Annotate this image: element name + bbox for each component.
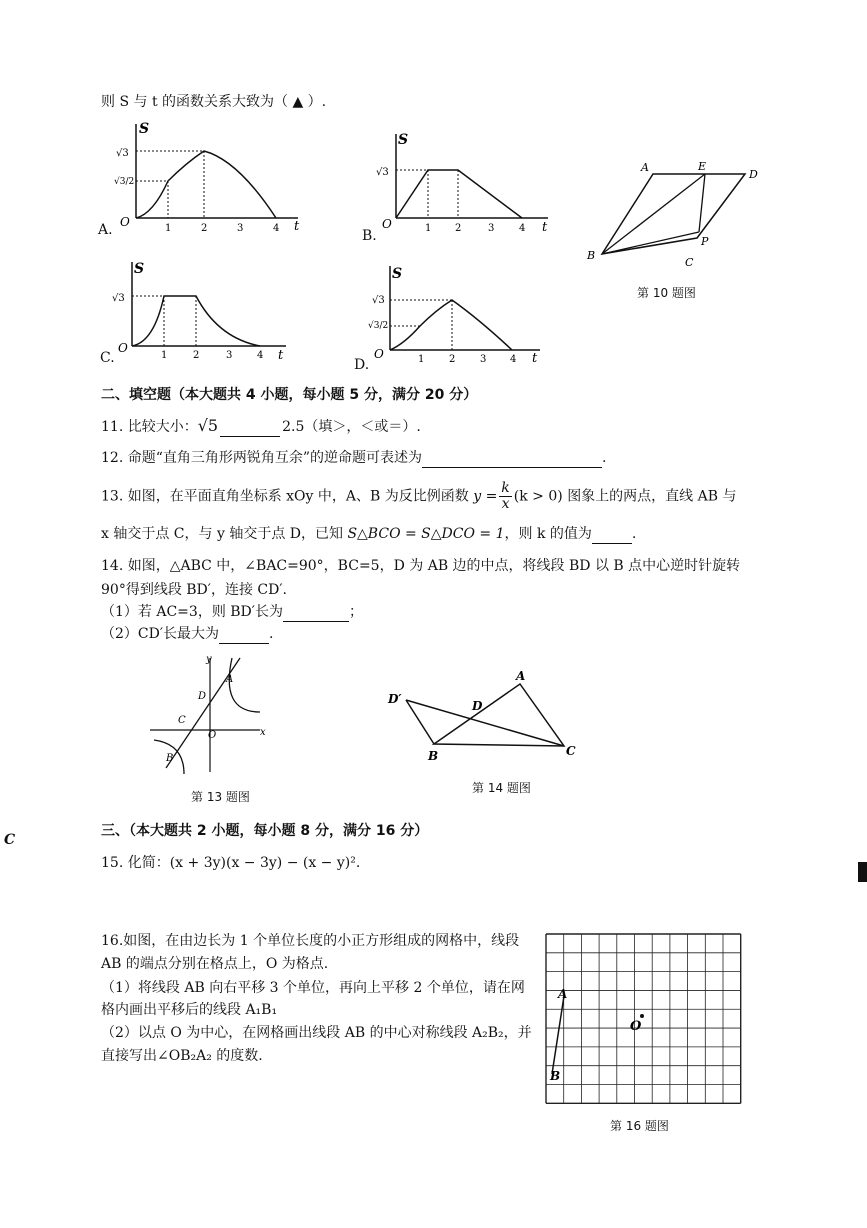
option-d-letter[interactable]: D. xyxy=(354,357,370,373)
q11-expression: √5 xyxy=(197,416,219,435)
curve xyxy=(396,170,522,218)
q13-line2-prefix: x 轴交于点 C，与 y 轴交于点 D，已知 xyxy=(101,526,343,542)
x-label: t xyxy=(532,351,538,366)
axis-label: y xyxy=(206,654,212,665)
origin-label: O xyxy=(374,347,384,361)
section-3-heading: 三、（本大题共 2 小题，每小题 8 分，满分 16 分） xyxy=(101,823,429,839)
point-label: C xyxy=(685,256,694,269)
option-d-svg xyxy=(352,262,552,372)
q16-line-3: （1）将线段 AB 向右平移 3 个单位，再向上平移 2 个单位，请在网 xyxy=(101,980,525,996)
origin-label: O xyxy=(118,341,128,355)
triangle-abc xyxy=(434,684,564,746)
point-o xyxy=(640,1014,644,1018)
q13-line2-suffix: ，则 k 的值为 xyxy=(504,526,592,542)
point-label: D′ xyxy=(388,692,402,706)
q13-condition: (k > 0) xyxy=(513,488,563,505)
option-b-svg xyxy=(360,128,560,240)
figure-14-svg xyxy=(386,666,586,766)
q16-line-5: （2）以点 O 为中心，在网格画出线段 AB 的中心对称线段 A₂B₂，并 xyxy=(101,1025,532,1041)
q16-line-2: AB 的端点分别在格点上，O 为格点. xyxy=(101,956,329,972)
q14-sub2-blank[interactable] xyxy=(219,629,269,644)
question-14-line-2: 90°得到线段 BD′，连接 CD′. xyxy=(101,582,287,598)
point-o-label: O xyxy=(630,1019,642,1034)
figure-10-svg xyxy=(585,156,765,271)
x-tick: 2 xyxy=(201,223,208,234)
x-tick: 2 xyxy=(455,223,462,234)
question-14-sub-2 xyxy=(101,624,273,644)
x-tick: 4 xyxy=(273,223,280,234)
point-b-label: B xyxy=(550,1069,561,1083)
figure-14-caption: 第 14 题图 xyxy=(472,781,531,795)
curve xyxy=(136,151,276,218)
x-label: t xyxy=(294,219,300,234)
point-label: B xyxy=(428,749,439,763)
q13-area-equation: S△BCO = S△DCO = 1 xyxy=(347,526,505,542)
q16-line-4: 格内画出平移后的线段 A₁B₁ xyxy=(101,1002,278,1018)
question-13-line-1 xyxy=(101,481,737,512)
q14-sub1-blank[interactable] xyxy=(283,607,349,622)
question-13-line-2: x 轴交于点 C，与 y 轴交于点 D，已知 S△BCO = S△DCO = 1，则 k 的值为 . xyxy=(101,526,637,542)
option-c-graph xyxy=(98,258,298,368)
point-label: D xyxy=(198,691,207,702)
figure-14 xyxy=(386,666,586,766)
point-label: B xyxy=(166,753,174,764)
y-label: S xyxy=(139,121,150,137)
point-label: A xyxy=(226,674,234,685)
origin-label: O xyxy=(120,215,130,229)
question-15: 15. 化简：(x + 3y)(x − 3y) − (x − y)². xyxy=(101,855,361,871)
option-b-letter[interactable]: B. xyxy=(362,228,377,244)
q16-line-1: 16.如图，在由边长为 1 个单位长度的小正方形组成的网格中，线段 xyxy=(101,933,520,949)
point-label: E xyxy=(698,160,707,173)
option-c-svg xyxy=(98,258,298,368)
q16-line-6: 直接写出∠OB₂A₂ 的度数. xyxy=(101,1048,263,1064)
option-d-graph xyxy=(352,262,552,372)
x-tick: 3 xyxy=(237,223,244,234)
q13-func-y: y = xyxy=(473,488,498,505)
figure-13 xyxy=(148,650,278,775)
q13-answer-blank[interactable] xyxy=(592,529,632,544)
q14-sub1-end: ； xyxy=(348,604,363,620)
q11-suffix: 2.5（填＞，＜或＝）. xyxy=(282,419,421,435)
option-c-letter[interactable]: C. xyxy=(100,350,115,366)
q14-sub1-text: （1）若 AC=3，则 BD′长为 xyxy=(101,604,283,620)
point-label: B xyxy=(587,249,596,262)
figure-10-caption: 第 10 题图 xyxy=(637,286,696,300)
figure-13-caption: 第 13 题图 xyxy=(191,790,250,804)
question-11 xyxy=(101,416,421,437)
q13-line1-suffix: 图象上的两点，直线 AB 与 xyxy=(567,488,737,505)
segment-cd-prime xyxy=(406,700,564,746)
x-tick: 1 xyxy=(418,354,425,365)
x-label: t xyxy=(278,348,284,363)
q13-line1-prefix: 13. 如图，在平面直角坐标系 xOy 中，A、B 为反比例函数 xyxy=(101,488,469,505)
q13-denominator: x xyxy=(501,496,510,512)
option-b-graph xyxy=(360,128,560,240)
parallelogram xyxy=(602,174,745,254)
q12-text: 12. 命题“直角三角形两锐角互余”的逆命题可表述为 xyxy=(101,450,423,466)
q11-answer-blank[interactable] xyxy=(220,422,280,437)
figure-13-svg xyxy=(148,650,278,775)
point-label: P xyxy=(701,235,709,248)
x-tick: 2 xyxy=(193,350,200,361)
axis-label: x xyxy=(260,727,266,738)
y-tick: √3/2 xyxy=(114,177,135,187)
y-tick: √3 xyxy=(376,167,389,178)
x-tick: 4 xyxy=(510,354,517,365)
q13-numerator: k xyxy=(501,480,510,496)
q14-sub2-end: . xyxy=(269,626,274,642)
figure-10 xyxy=(585,156,765,271)
y-label: S xyxy=(392,266,403,282)
point-label: D xyxy=(749,168,758,181)
point-label: A xyxy=(641,161,649,174)
origin-label: O xyxy=(382,217,392,231)
q12-answer-blank[interactable] xyxy=(422,453,602,468)
x-label: t xyxy=(542,220,548,235)
y-tick: √3 xyxy=(372,295,385,306)
x-tick: 2 xyxy=(449,354,456,365)
x-tick: 3 xyxy=(488,223,495,234)
x-tick: 1 xyxy=(161,350,168,361)
option-a-letter[interactable]: A. xyxy=(98,222,113,238)
q14-sub2-text: （2）CD′长最大为 xyxy=(101,626,220,642)
figure-16-grid xyxy=(540,928,750,1108)
x-tick: 1 xyxy=(165,223,172,234)
q13-fraction xyxy=(499,481,511,512)
point-label: C xyxy=(178,715,186,726)
x-tick: 1 xyxy=(425,223,432,234)
figure-16-caption: 第 16 题图 xyxy=(610,1119,669,1133)
question-14-line-1: 14. 如图，△ABC 中，∠BAC=90°，BC=5，D 为 AB 边的中点，将线段 BD 以 B 点中心逆时针旋转 xyxy=(101,558,741,574)
point-a-label: A xyxy=(558,987,568,1001)
y-tick: √3 xyxy=(116,148,129,159)
margin-letter: C xyxy=(4,832,16,848)
point-label: A xyxy=(516,669,526,683)
point-label: C xyxy=(566,744,576,758)
y-label: S xyxy=(134,261,145,277)
section-2-heading: 二、填空题（本大题共 4 小题，每小题 5 分，满分 20 分） xyxy=(101,387,478,403)
edge-mark xyxy=(858,862,867,882)
x-tick: 4 xyxy=(257,350,264,361)
point-label: D xyxy=(472,699,483,713)
x-tick: 3 xyxy=(480,354,487,365)
x-tick: 4 xyxy=(519,223,526,234)
option-a-svg xyxy=(98,118,308,238)
question-14-sub-1 xyxy=(101,602,363,622)
question-10-tail: 则 S 与 t 的函数关系大致为（ ▲ ）. xyxy=(101,94,327,110)
segment-ab xyxy=(552,996,564,1074)
option-a-graph xyxy=(98,118,308,238)
figure-16 xyxy=(540,928,750,1108)
y-label: S xyxy=(398,132,409,148)
point-label: O xyxy=(208,730,217,741)
y-tick: √3/2 xyxy=(368,321,389,331)
q11-prefix: 11. 比较大小： xyxy=(101,419,198,435)
curve xyxy=(390,300,512,350)
segment-ep xyxy=(699,174,705,232)
question-12: 12. 命题“直角三角形两锐角互余”的逆命题可表述为 . xyxy=(101,450,607,466)
y-tick: √3 xyxy=(112,293,125,304)
x-tick: 3 xyxy=(226,350,233,361)
